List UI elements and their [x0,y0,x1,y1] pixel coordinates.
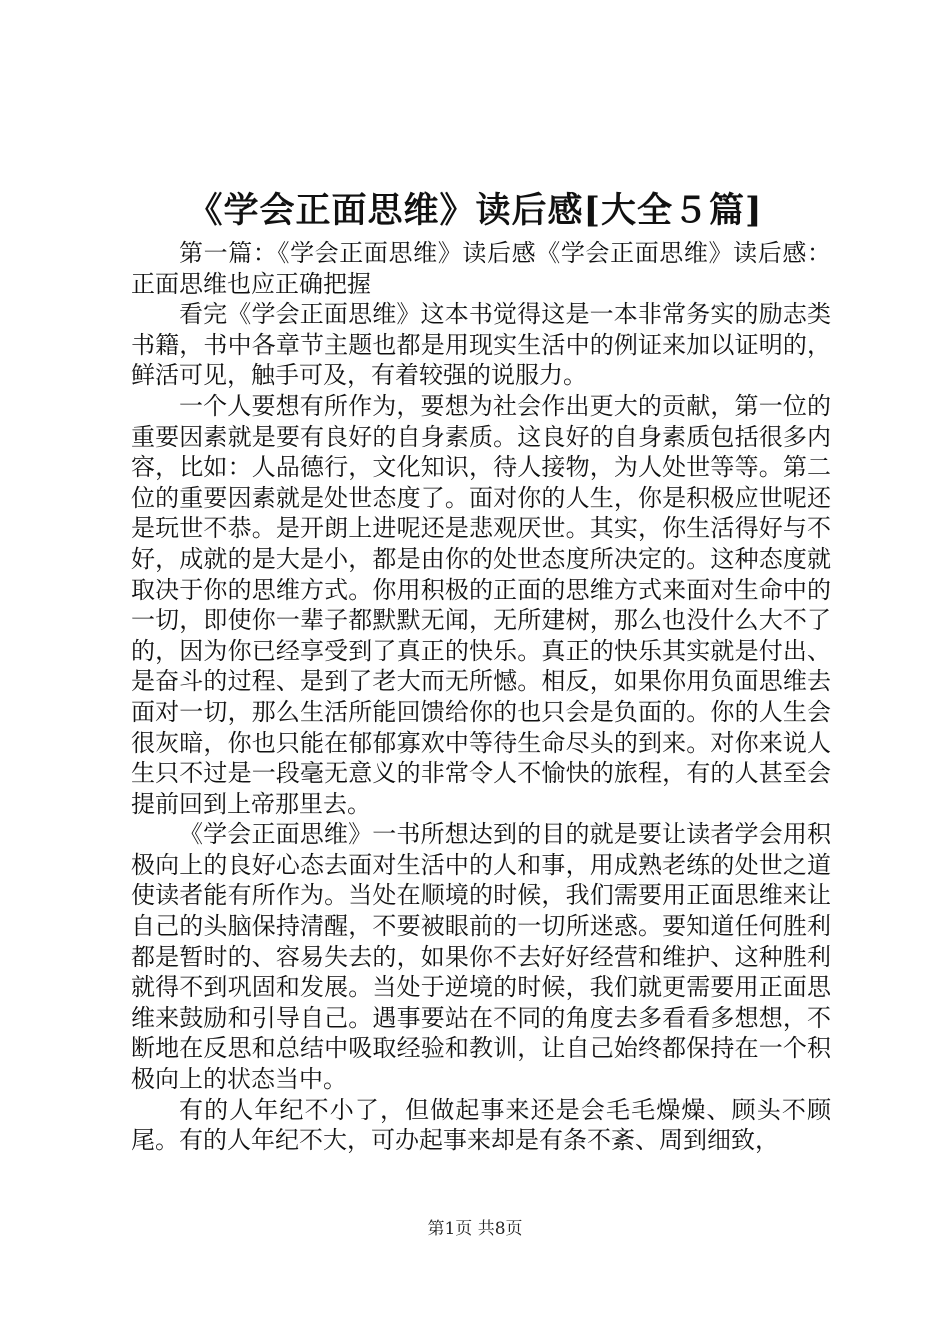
document-body [131,238,831,1156]
paragraph: 一个人要想有所作为，要想为社会作出更大的贡献，第一位的重要因素就是要有良好的自身素质。这良好的自身素质包括很多内容，比如：人品德行，文化知识，待人接物，为人处世等等。第二位的重要因素就是处世态度了。面对你的人生，你是积极应世呢还是玩世不恭。是开朗上进呢还是悲观厌世。其实，你生活得好与不好，成就的是大是小，都是由你的处世态度所决定的。这种态度就取决于你的思维方式。你用积极的正面的思维方式来面对生命中的一切，即使你一辈子都默默无闻，无所建树，那么也没什么大不了的，因为你已经享受到了真正的快乐。真正的快乐其实就是付出、是奋斗的过程、是到了老大而无所憾。相反，如果你用负面思维去面对一切，那么生活所能回馈给你的也只会是负面的。你的人生会很灰暗，你也只能在郁郁寡欢中等待生命尽头的到来。对你来说人生只不过是一段毫无意义的非常令人不愉快的旅程，有的人甚至会提前回到上帝那里去。 [131,391,831,818]
paragraph: 第一篇：《学会正面思维》读后感《学会正面思维》读后感：正面思维也应正确把握 [131,239,831,298]
page-footer [0,1214,950,1239]
paragraph: 看完《学会正面思维》这本书觉得这是一本非常务实的励志类书籍，书中各章节主题也都是用现实生活中的例证来加以证明的，鲜活可见，触手可及，有着较强的说服力。 [131,300,831,390]
page-number: 第1页 共8页 [427,1219,523,1239]
document-title: 《学会正面思维》读后感[大全５篇] [187,190,763,231]
paragraph: 有的人年纪不小了，但做起事来还是会毛毛燥燥、顾头不顾尾。有的人年纪不大，可办起事来却是有条不紊、周到细致， [131,1095,831,1155]
paragraph: 《学会正面思维》一书所想达到的目的就是要让读者学会用积极向上的良好心态去面对生活中的人和事，用成熟老练的处世之道使读者能有所作为。当处在顺境的时候，我们需要用正面思维来让自己的头脑保持清醒，不要被眼前的一切所迷惑。要知道任何胜利都是暂时的、容易失去的，如果你不去好好经营和维护、这种胜利就得不到巩固和发展。当处于逆境的时候，我们就更需要用正面思维来鼓励和引导自己。遇事要站在不同的角度去多看看多想想，不断地在反思和总结中吸取经验和教训，让自己始终都保持在一个积极向上的状态当中。 [131,820,831,1094]
